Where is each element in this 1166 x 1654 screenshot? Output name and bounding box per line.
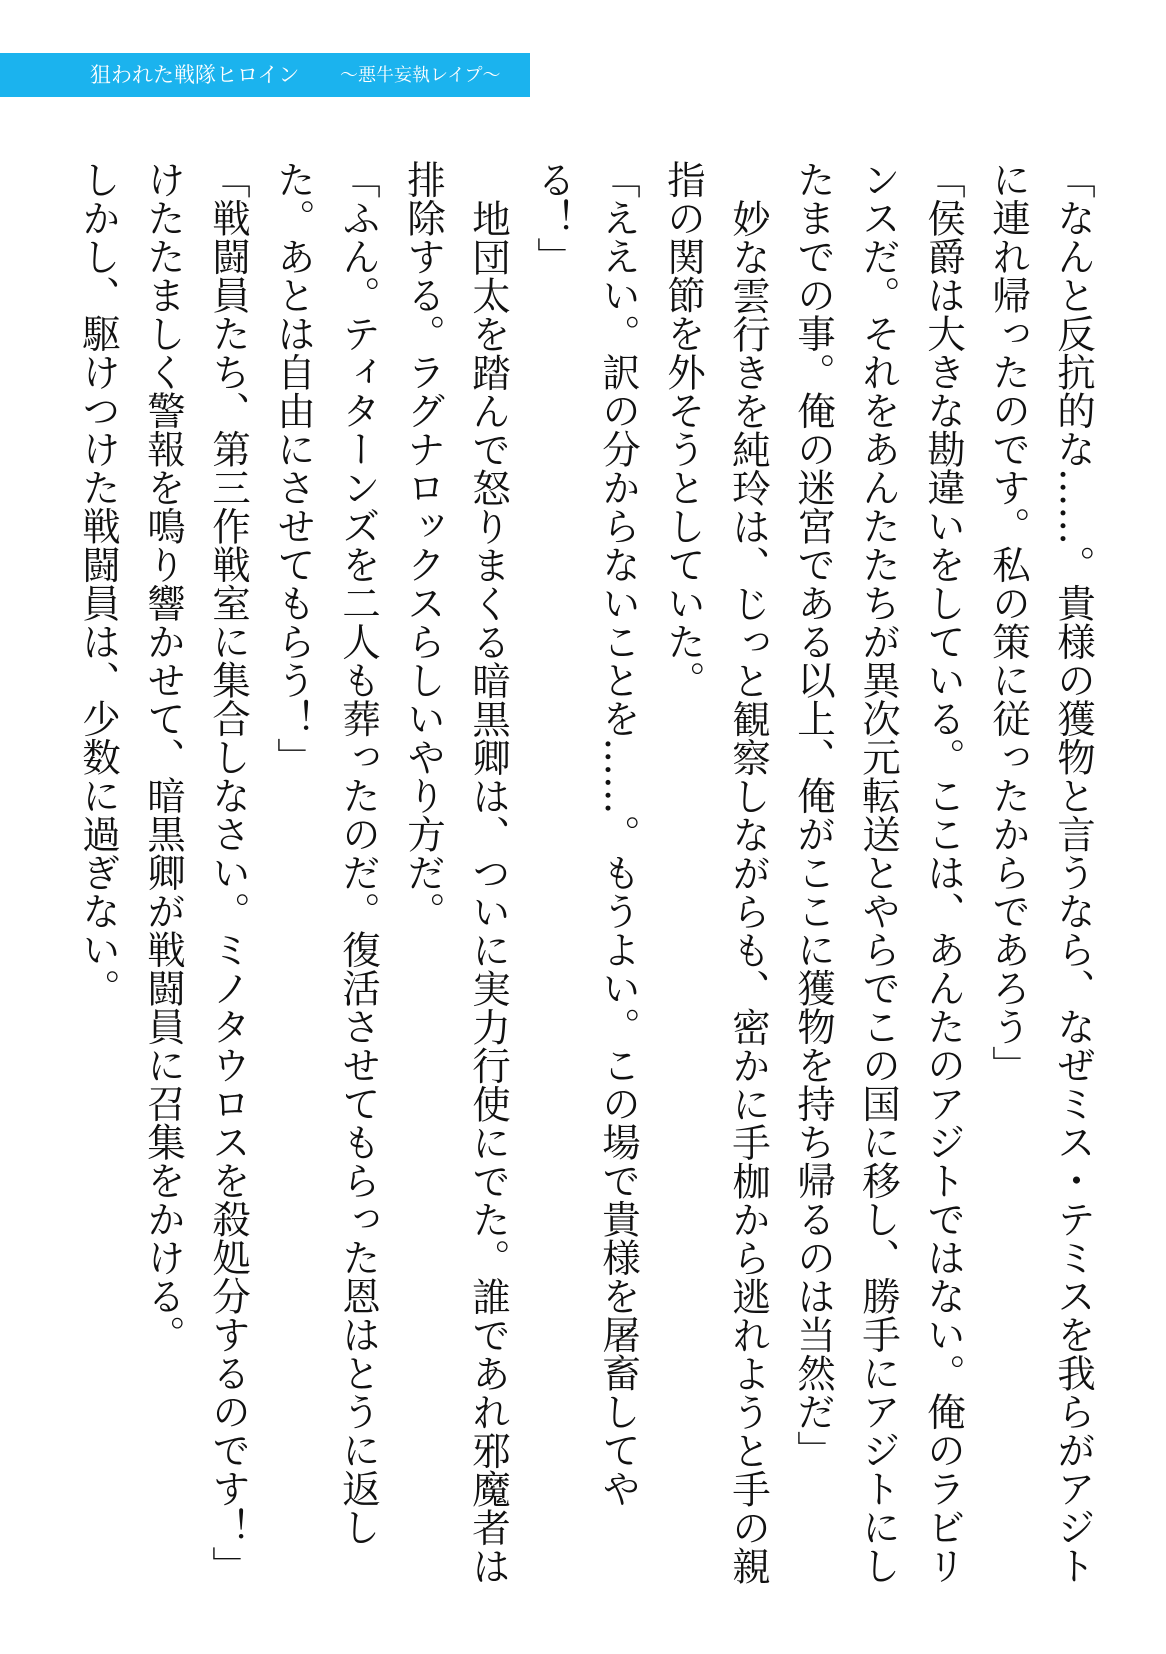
paragraph: 「ふん。ティターンズを二人も葬ったのだ。復活させてもらった恩はとうに返した。あとは自由にさせてもらう！」 (271, 160, 381, 1546)
header-bar (0, 53, 530, 97)
paragraph: 「ええい。訳の分からないことを……。もうよい。この場で貴様を屠畜してやる！」 (531, 160, 641, 1508)
book-title: 狙われた戦隊ヒロイン (90, 63, 300, 87)
paragraph: 「戦闘員たち、第三作戦室に集合しなさい。ミノタウロスを殺処分するのです！」 (206, 160, 251, 1585)
vertical-text-body (76, 160, 1106, 1600)
paragraph: しかし、駆けつけた戦闘員は、少数に過ぎない。 (76, 160, 121, 1007)
paragraph: 「なんと反抗的な……。貴様の獲物と言うなら、なぜミス・テミスを我らがアジトに連れ帰ったのです。私の策に従ったからであろう」 (986, 160, 1096, 1585)
paragraph: けたたましく警報を鳴り響かせて、暗黒卿が戦闘員に召集をかける。 (141, 160, 186, 1354)
paragraph: 妙な雲行きを純玲は、じっと観察しながらも、密かに手枷から逃れようと手の親指の関節を外そうとしていた。 (661, 160, 771, 1585)
book-subtitle: 〜悪牛妄執レイプ〜 (340, 65, 501, 86)
paragraph: 地団太を踏んで怒りまくる暗黒卿は、ついに実力行使にでた。誰であれ邪魔者は排除する。ラグナロックスらしいやり方だ。 (401, 160, 511, 1585)
paragraph: 「侯爵は大きな勘違いをしている。ここは、あんたのアジトではない。俺のラビリンスだ。それをあんたたちが異次元転送とやらでこの国に移し、勝手にアジトにしたまでの事。俺の迷宮である以上、俺がここに獲物を持ち帰るのは当然だ」 (791, 160, 966, 1585)
